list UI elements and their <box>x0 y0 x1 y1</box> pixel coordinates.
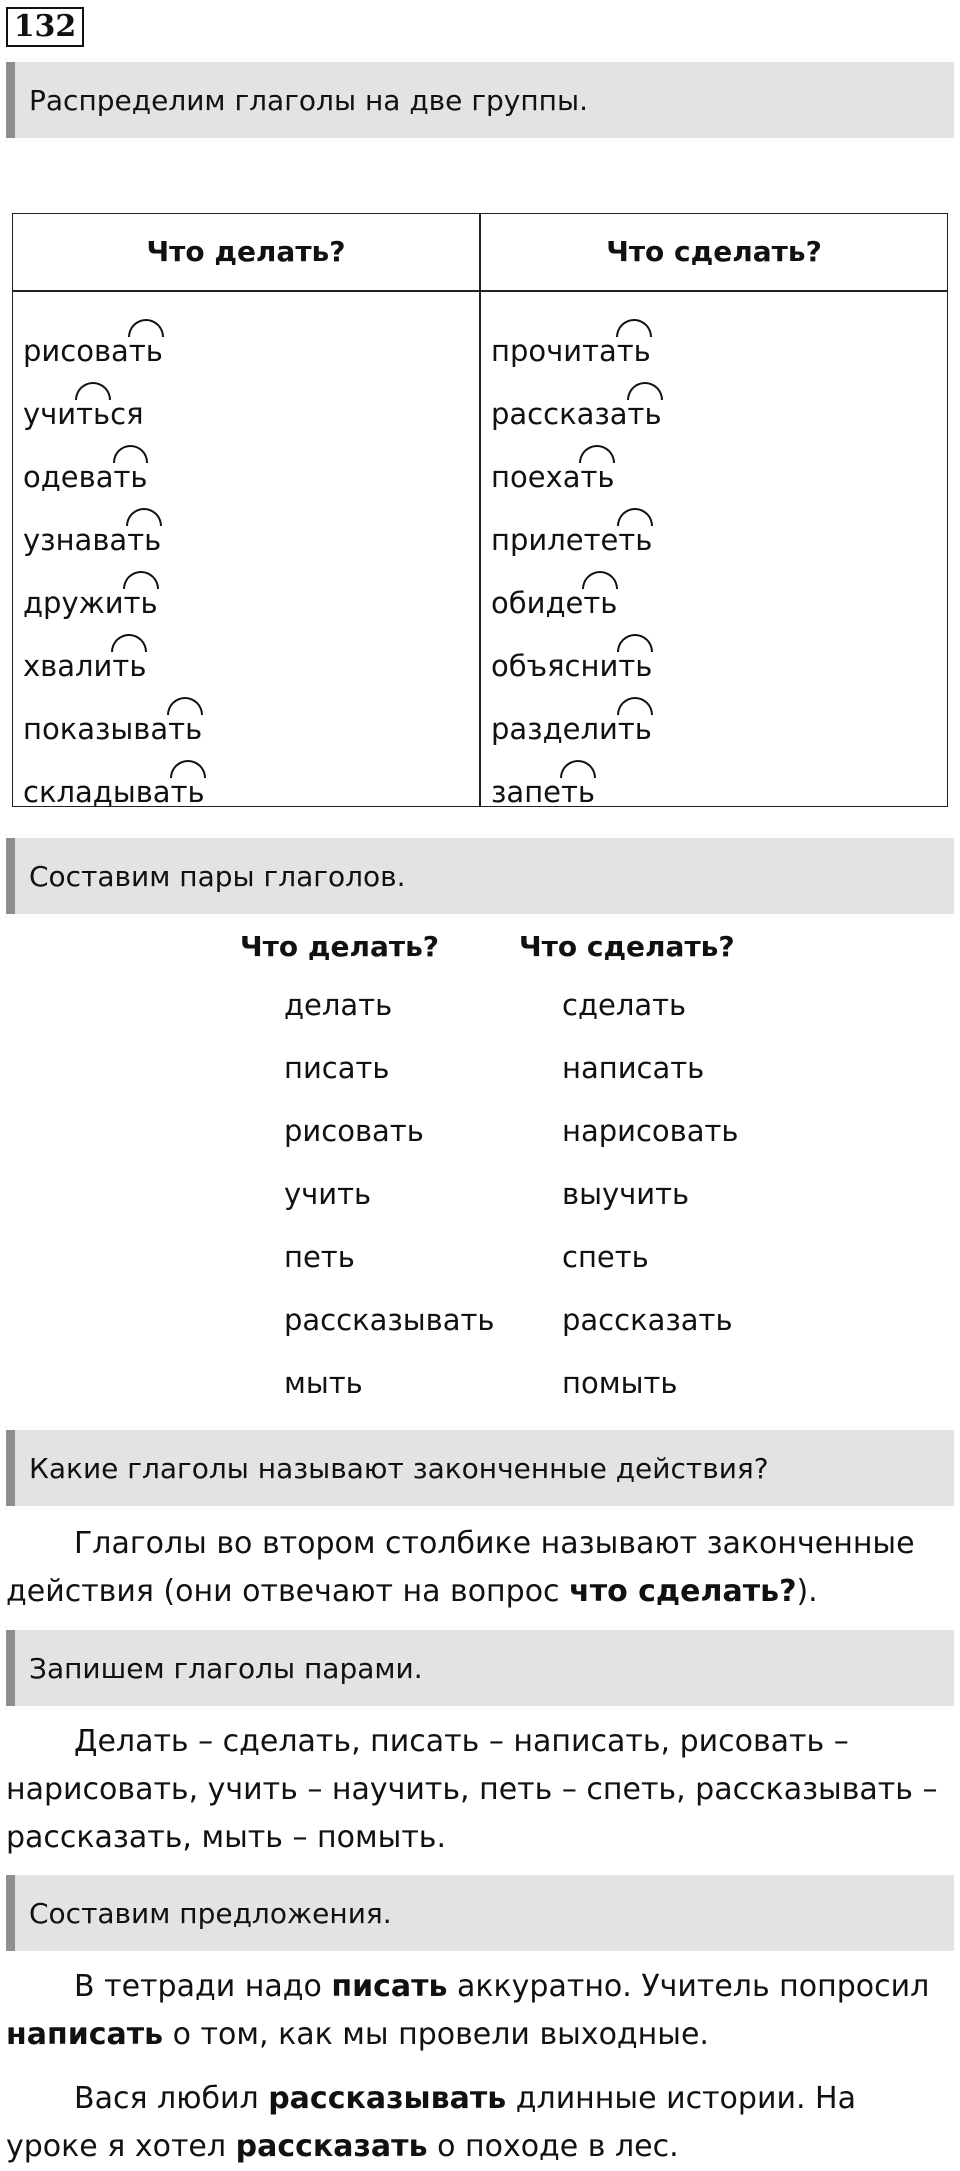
imperfective-pair-verb: делать <box>284 988 393 1022</box>
section-heading-text: Запишем глаголы парами. <box>29 1651 423 1685</box>
verb-stem: прочита <box>491 334 617 368</box>
imperfective-pair-verb: рисовать <box>284 1114 424 1148</box>
sentence-bold: написать <box>6 2017 164 2052</box>
sentence-bold: рассказать <box>235 2129 428 2164</box>
verb-stem: обиде <box>491 586 584 620</box>
sentence-text: аккуратно. Учитель попросил <box>447 1969 930 2004</box>
imperfective-verb <box>23 686 205 749</box>
verb-stem: хвали <box>23 649 113 683</box>
verb-stem: показыва <box>23 712 169 746</box>
perfective-verb <box>491 623 662 686</box>
pairs-column-imperfective <box>284 985 495 1426</box>
section-heading-sentences <box>6 1875 954 1951</box>
pairs-header-what-to-do: Что делать? <box>240 930 440 963</box>
section-heading-write-pairs <box>6 1630 954 1706</box>
table-column-perfective <box>491 308 662 812</box>
table-header-what-to-have-done: Что сделать? <box>606 235 822 268</box>
imperfective-verb <box>23 371 205 434</box>
table-divider-vertical <box>479 214 481 806</box>
imperfective-pair-verb: мыть <box>284 1366 363 1400</box>
sentence-paragraph-1 <box>6 1963 946 2059</box>
verbs-table <box>12 213 948 807</box>
verb-suffix-marked: ть <box>561 772 595 812</box>
sentence-text: В тетради надо <box>74 1969 332 2004</box>
perfective-verb <box>491 308 662 371</box>
verb-stem: запе <box>491 775 561 809</box>
perfective-verb <box>491 434 662 497</box>
perfective-pair-verb: помыть <box>562 1366 678 1400</box>
imperfective-verb <box>23 749 205 812</box>
answer-paragraph <box>6 1520 946 1616</box>
imperfective-verb <box>23 623 205 686</box>
sentence-text: о том, как мы провели выходные. <box>163 2017 709 2052</box>
section-heading-pairs <box>6 838 954 914</box>
verb-suffix-marked: ть <box>168 709 202 749</box>
section-heading-text: Составим пары глаголов. <box>29 859 406 893</box>
verb-suffix-marked: ть <box>76 394 110 434</box>
verb-stem: поеха <box>491 460 581 494</box>
imperfective-verb <box>23 560 205 623</box>
verb-suffix-marked: ть <box>114 457 148 497</box>
verb-suffix-marked: ть <box>129 331 163 371</box>
section-heading-distribute <box>6 62 954 138</box>
perfective-verb <box>491 497 662 560</box>
perfective-verb <box>491 560 662 623</box>
imperfective-pair-verb: учить <box>284 1177 372 1211</box>
verb-postfix: ся <box>110 397 144 431</box>
perfective-pair-verb: выучить <box>562 1177 690 1211</box>
perfective-pair-verb: рассказать <box>562 1303 733 1337</box>
perfective-pair-verb: спеть <box>562 1240 649 1274</box>
verb-suffix-marked: ть <box>618 646 652 686</box>
section-heading-text: Какие глаголы называют законченные действия? <box>29 1451 769 1485</box>
imperfective-pair-verb: петь <box>284 1240 355 1274</box>
verb-suffix-marked: ть <box>171 772 205 812</box>
imperfective-verb <box>23 308 205 371</box>
verb-suffix-marked: ть <box>617 331 651 371</box>
section-heading-text: Распределим глаголы на две группы. <box>29 83 588 117</box>
sentence-text: о походе в лес. <box>427 2129 679 2164</box>
verb-suffix-marked: ть <box>618 520 652 560</box>
answer-text-end: ). <box>796 1574 818 1609</box>
perfective-pair-verb: сделать <box>562 988 687 1022</box>
table-column-imperfective <box>23 308 205 812</box>
pairs-column-perfective <box>562 985 739 1426</box>
verb-suffix-marked: ть <box>628 394 662 434</box>
table-divider-horizontal <box>13 290 947 292</box>
perfective-verb <box>491 371 662 434</box>
sentence-bold: рассказывать <box>268 2081 507 2116</box>
verb-stem: одева <box>23 460 114 494</box>
answer-text: Глаголы во втором столбике называют законченные действия (они отвечают на вопрос <box>6 1526 915 1609</box>
verb-suffix-marked: ть <box>583 583 617 623</box>
verb-stem: раздели <box>491 712 618 746</box>
verb-stem: учи <box>23 397 77 431</box>
perfective-verb <box>491 749 662 812</box>
exercise-number: 132 <box>6 7 84 47</box>
perfective-verb <box>491 686 662 749</box>
perfective-pair-verb: нарисовать <box>562 1114 739 1148</box>
pairs-header-what-to-have-done: Что сделать? <box>519 930 735 963</box>
section-heading-text: Составим предложения. <box>29 1896 392 1930</box>
imperfective-verb <box>23 434 205 497</box>
verb-stem: рассказа <box>491 397 628 431</box>
answer-bold: что сделать? <box>569 1574 797 1609</box>
verb-suffix-marked: ть <box>618 709 652 749</box>
verb-stem: узнава <box>23 523 128 557</box>
verb-suffix-marked: ть <box>124 583 158 623</box>
perfective-pair-verb: написать <box>562 1051 705 1085</box>
verb-stem: прилете <box>491 523 619 557</box>
verb-suffix-marked: ть <box>127 520 161 560</box>
imperfective-verb <box>23 497 205 560</box>
sentence-bold: писать <box>331 1969 448 2004</box>
sentence-text: Вася любил <box>74 2081 269 2116</box>
imperfective-pair-verb: писать <box>284 1051 390 1085</box>
table-header-what-to-do: Что делать? <box>146 235 346 268</box>
verb-suffix-marked: ть <box>580 457 614 497</box>
pairs-text: Делать – сделать, писать – написать, рисовать – нарисовать, учить – научить, петь – спеть, рассказывать – рассказать, мыть – помыть. <box>6 1724 938 1855</box>
pairs-paragraph <box>6 1718 946 1862</box>
verb-stem: дружи <box>23 586 124 620</box>
verb-stem: объясни <box>491 649 619 683</box>
sentence-text: длинные истории. На уроке я хотел <box>6 2081 856 2164</box>
verb-suffix-marked: ть <box>112 646 146 686</box>
section-heading-question <box>6 1430 954 1506</box>
verb-stem: складыва <box>23 775 171 809</box>
verb-stem: рисова <box>23 334 129 368</box>
sentence-paragraph-2 <box>6 2075 946 2171</box>
imperfective-pair-verb: рассказывать <box>284 1303 495 1337</box>
